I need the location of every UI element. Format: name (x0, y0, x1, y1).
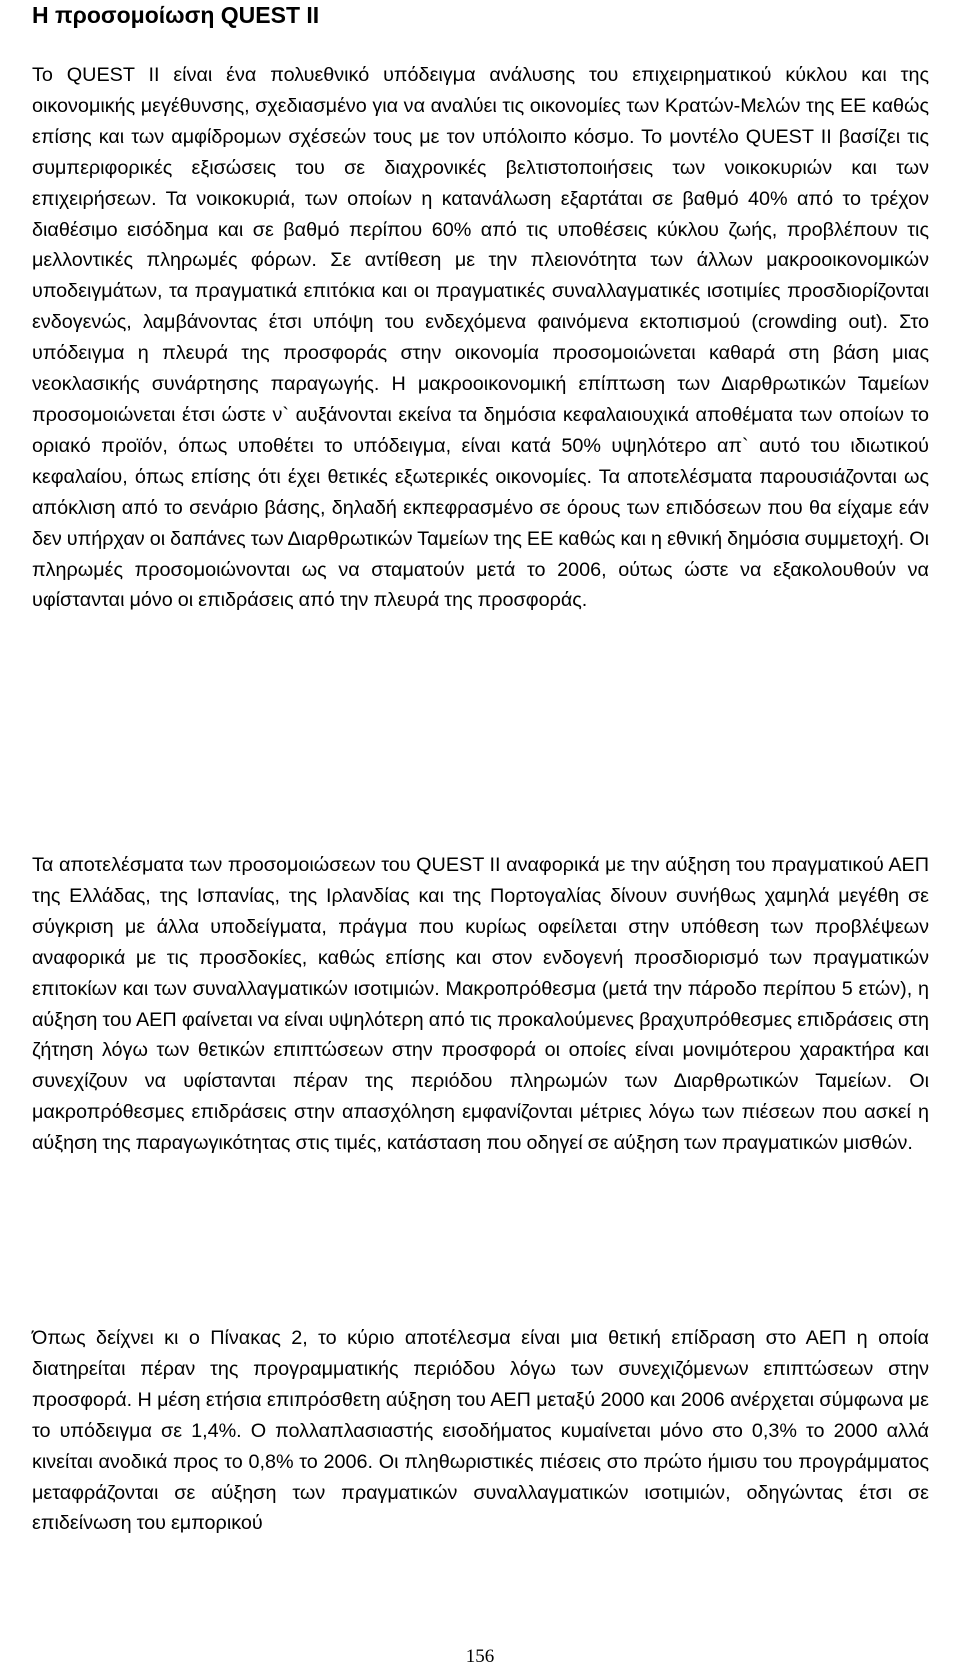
section-title: Η προσομοίωση QUEST II (32, 2, 320, 28)
page-number: 156 (465, 1646, 495, 1667)
paragraph-quest-description: Το QUEST II είναι ένα πολυεθνικό υπόδειγμα ανάλυσης του επιχειρηματικού κύκλου και της οικονομικής μεγέθυνσης, σχεδιασμένο για να αναλύει τις οικονομίες των Κρατών-Μελών της ΕΕ καθώς επίσης και των αμφίδρομων σχέσεών τους με τον υπόλοιπο κόσμο. Το μοντέλο QUEST II βασίζει τις συμπεριφορικές εξισώσεις του σε διαχρονικές βελτιστοποιήσεις των νοικοκυριών και των επιχειρήσεων. Τα νοικοκυριά, των οποίων η κατανάλωση εξαρτάται σε βαθμό 40% από το τρέχον διαθέσιμο εισόδημα και σε βαθμό περίπου 60% από τις υποθέσεις κύκλου ζωής, προβλέπουν τις μελλοντικές πληρωμές φόρων. Σε αντίθεση με την πλειονότητα των άλλων μακροοικονομικών υποδειγμάτων, τα πραγματικά επιτόκια και οι πραγματικές συναλλαγματικές ισοτιμίες προσδιορίζονται ενδογενώς, λαμβάνοντας έτσι υπόψη του ενδεχόμενα φαινόμενα εκτοπισμού (crowding out). Στο υπόδειγμα η πλευρά της προσφοράς στην οικονομία προσομοιώνεται καθαρά στη βάση μιας νεοκλασικής συνάρτησης παραγωγής. Η μακροοικονομική επίπτωση των Διαρθρωτικών Ταμείων προσομοιώνεται έτσι ώστε ν` αυξάνονται εκείνα τα δημόσια κεφαλαιουχικά αποθέματα των οποίων το οριακό προϊόν, όπως υποθέτει το υπόδειγμα, είναι κατά 50% υψηλότερο απ` αυτό του ιδιωτικού κεφαλαίου, όπως επίσης ότι έχει θετικές εξωτερικές οικονομίες. Τα αποτελέσματα παρουσιάζονται ως απόκλιση από το σενάριο βάσης, δηλαδή εκπεφρασμένο σε όρους των επιδόσεων που θα είχαμε εάν δεν υπήρχαν οι δαπάνες των Διαρθρωτικών Ταμείων της ΕΕ καθώς και η εθνική δημόσια συμμετοχή. Οι πληρωμές προσομοιώνονται ως να σταματούν μετά το 2006, ούτως ώστε να εξακολουθούν να υφίστανται μόνο οι επιδράσεις από την πλευρά της προσφοράς. (32, 64, 929, 612)
paragraph-table-2-summary: Όπως δείχνει κι ο Πίνακας 2, το κύριο αποτέλεσμα είναι μια θετική επίδραση στο ΑΕΠ η οποία διατηρείται πέραν της προγραμματικής περιόδου λόγω των συνεχιζόμενων επιπτώσεων στην προσφορά. Η μέση ετήσια επιπρόσθετη αύξηση του ΑΕΠ μεταξύ 2000 και 2006 ανέρχεται σύμφωνα με το υπόδειγμα σε 1,4%. Ο πολλαπλασιαστής εισοδήματος κυμαίνεται μόνο στο 0,3% το 2000 αλλά κινείται ανοδικά προς το 0,8% το 2006. Οι πληθωριστικές πιέσεις στο πρώτο ήμισυ του προγράμματος μεταφράζονται σε αύξηση των πραγματικών συναλλαγματικών ισοτιμιών, οδηγώντας έτσι σε επιδείνωση του εμπορικού (32, 1327, 929, 1535)
paragraph-quest-results: Τα αποτελέσματα των προσομοιώσεων του QUEST II αναφορικά με την αύξηση του πραγματικού ΑΕΠ της Ελλάδας, της Ισπανίας, της Ιρλανδίας και της Πορτογαλίας δίνουν συνήθως χαμηλά μεγέθη σε σύγκριση με άλλα υποδείγματα, πράγμα που κυρίως οφείλεται στην υπόθεση των προβλέψεων αναφορικά με τις προσδοκίες, καθώς επίσης και στον ενδογενή προσδιορισμό των πραγματικών επιτοκίων και των συναλλαγματικών ισοτιμιών. Μακροπρόθεσμα (μετά την πάροδο περίπου 5 ετών), η αύξηση του ΑΕΠ φαίνεται να είναι υψηλότερη από τις προκαλούμενες βραχυπρόθεσμες επιδράσεις στη ζήτηση λόγω των θετικών επιπτώσεων στην προσφορά οι οποίες είναι μονιμότερου χαρακτήρα και συνεχίζουν να υφίστανται πέραν της περιόδου πληρωμών των Διαρθρωτικών Ταμείων. Οι μακροπρόθεσμες επιδράσεις στην απασχόληση εμφανίζονται μέτριες λόγω των πιέσεων που ασκεί η αύξηση της παραγωγικότητας στις τιμές, κατάσταση που οδηγεί σε αύξηση των πραγματικών μισθών. (32, 854, 929, 1155)
